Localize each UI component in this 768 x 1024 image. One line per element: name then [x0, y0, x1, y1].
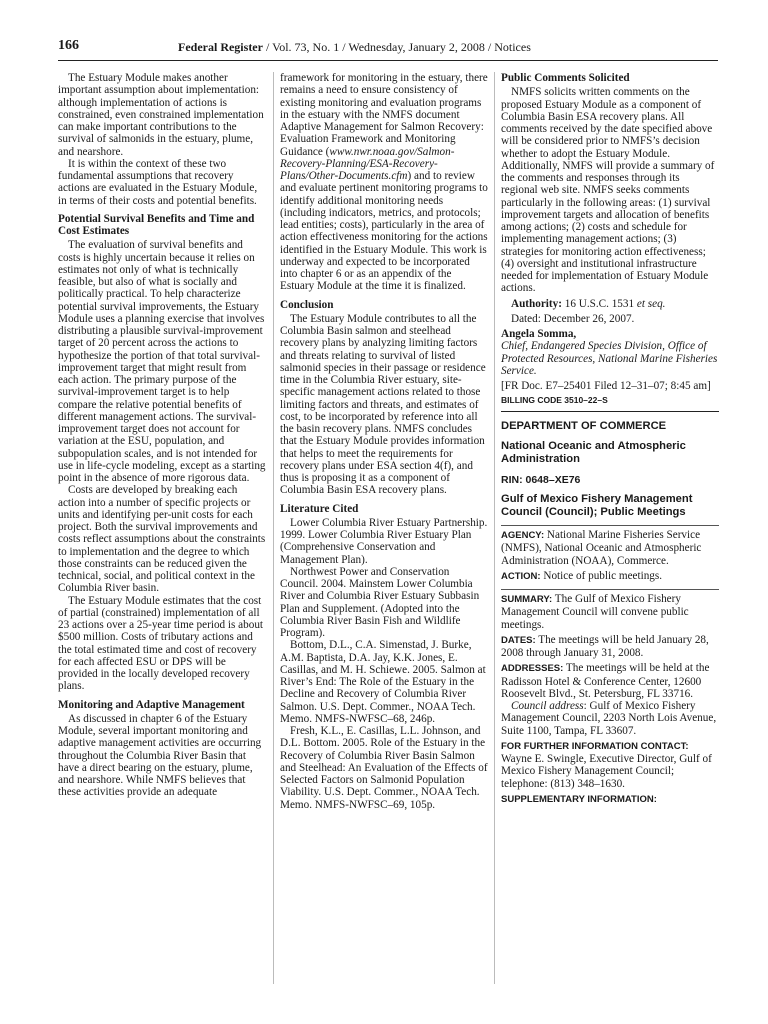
reference-item: Fresh, K.L., E. Casillas, L.L. Johnson, and D.L. Bottom. 2005. Role of the Estuary in the Recovery of Columbia River Basin Salmon and Steelhead: An Evaluation of the Effects of Selected Factors on Salmonid Population Viability. U.S. Dept. Commer., NOAA Tech. Memo. NMFS-NWFSC–69, 105p. [280, 725, 488, 811]
council-address-block [501, 700, 719, 737]
section-divider [501, 411, 719, 412]
section-heading: Public Comments Solicited [501, 72, 630, 84]
addresses-text: The meetings will be held at the Radisson Hotel & Conference Center, 12600 Roosevelt Blvd., St. Petersburg, FL 33716. [501, 662, 710, 700]
paragraph: It is within the context of these two fundamental assumptions that recovery actions are evaluated in the Estuary Module, in terms of their costs and potential benefits. [58, 157, 258, 207]
page-header [58, 38, 718, 58]
column-3 [501, 72, 719, 806]
paragraph: As discussed in chapter 6 of the Estuary Module, several important monitoring and adaptive management activities are occurring throughout the Columbia River Basin that have a direct bearing on the estuary, plume, and nearshore. While NMFS believes that these activities provide an adequate [58, 712, 262, 799]
supplementary-block [501, 793, 719, 806]
council-address-text: : Gulf of Mexico Fishery Management Council, 2203 North Lois Avenue, Suite 1100, Tampa, FL 33607. [501, 700, 717, 737]
agency-text: National Marine Fisheries Service (NMFS), National Oceanic and Atmospheric Administration (NOAA), Commerce. [501, 529, 702, 567]
column-divider [494, 72, 495, 984]
paragraph: The Estuary Module makes another important assumption about implementation: although implementation of actions is constrained, even constrained implementation can make important contributions to the survival of salmonids in the estuary, plume, and nearshore. [58, 72, 264, 158]
authority-line [501, 298, 719, 310]
text-run: framework for monitoring in the estuary, there remains a need to ensure consistency of existing monitoring and evaluation programs in the estuary with the NMFS document Adaptive Management for Salmon Recovery: Evaluation Framework and Monitoring Guidance ( [280, 72, 488, 158]
signer-title [501, 340, 719, 377]
reference-item: Northwest Power and Conservation Council. 2004. Mainstem Lower Columbia River and Columbia River Estuary Subbasin Plan and Supplement. (Adopted into the Columbia River Basin Fish and Wildlife Program). [280, 565, 480, 639]
agency-heading: National Oceanic and Atmospheric Administration [501, 439, 686, 465]
dates-block [501, 634, 719, 660]
summary-block [501, 593, 719, 631]
block-divider [501, 589, 719, 590]
dates-text: The meetings will be held January 28, 2008 through January 31, 2008. [501, 633, 709, 659]
column-2 [280, 72, 488, 811]
paragraph: The Estuary Module contributes to all the Columbia Basin salmon and steelhead recovery plans by analyzing limiting factors and threats relating to survival of listed salmonid species in their passage or residence time in the Columbia River estuary, site-specific management actions related to those limiting factors and threats, and estimates of cost, to be incorporated by reference into all the basin recovery plans. NMFS concludes that the Estuary Module provides information that helps to meet the requirements for recovery plans under ESA section 4(f), and thus is proposing it as a component of Columbia Basin ESA recovery plans. [280, 312, 486, 497]
rin-number: RIN: 0648–XE76 [501, 473, 581, 486]
header-rule [58, 60, 718, 61]
action-block [501, 570, 719, 583]
authority-text: 16 U.S.C. 1531 [561, 297, 637, 310]
issue-info: / Vol. 73, No. 1 / Wednesday, January 2, 2008 / Notices [262, 40, 531, 54]
column-divider [273, 72, 274, 984]
section-heading: Monitoring and Adaptive Management [58, 698, 245, 711]
addresses-block [501, 662, 719, 700]
running-head [178, 40, 531, 55]
contact-block [501, 740, 719, 790]
action-text: Notice of public meetings. [540, 569, 663, 582]
action-label: ACTION: [501, 570, 541, 582]
document-title: Gulf of Mexico Fishery Management Council (Council); Public Meetings [501, 493, 693, 518]
reference-item: Bottom, D.L., C.A. Simenstad, J. Burke, A.M. Baptista, D.A. Jay, K.K. Jones, E. Casillas, and M. H. Schiewe. 2005. Salmon at River’s End: The Role of the Estuary in the Decline and Recovery of Columbia River Salmon. U.S. Dept. Commer., NOAA Tech. Memo. NMFS-NWFSC–68, 246p. [280, 639, 486, 725]
title-divider [501, 525, 719, 526]
authority-etseq: et seq. [636, 297, 666, 310]
agency-block [501, 529, 719, 567]
fr-doc-line: [FR Doc. E7–25401 Filed 12–31–07; 8:45 am] [501, 380, 711, 392]
contact-label: FOR FURTHER INFORMATION CONTACT: [501, 740, 689, 752]
summary-label: SUMMARY: [501, 594, 553, 605]
section-heading: Conclusion [280, 298, 334, 311]
contact-text: Wayne E. Swingle, Executive Director, Gulf of Mexico Fishery Management Council; telephone: (813) 348–1630. [501, 753, 712, 790]
dated-line: Dated: December 26, 2007. [511, 312, 635, 325]
billing-code: BILLING CODE 3510–22–S [501, 395, 608, 406]
reference-item: Lower Columbia River Estuary Partnership. 1999. Lower Columbia River Estuary Plan (Comprehensive Conservation and Management Plan). [280, 516, 488, 566]
paragraph: The Estuary Module estimates that the cost of partial (constrained) implementation of all 23 actions over a 25-year time period is about $500 million. Costs of tributary actions and the total estimated time and cost of recovery for each affected ESU or DPS will be provided in the locally developed recovery plans. [58, 594, 264, 693]
department-heading: DEPARTMENT OF COMMERCE [501, 419, 667, 432]
dates-label: DATES: [501, 634, 536, 646]
paragraph: The evaluation of survival benefits and costs is highly uncertain because it relies on estimates not only of what is technically feasible, but also of what is socially and politically practical. To help characterize potential survival improvements, the Estuary Module uses a planning exercise that involves distributing a plausible survival-improvement target of 20 percent across the actions to hypothesize the portion of that total survival-improvement target that might result from each action. The primary purpose of the survival-improvement target is to help compare the relative potential benefits of different management actions. The survival-improvement target does not account for variation at the ESU, population, and subpopulation scales, and is not intended for use in life-cycle modeling, except as a starting point in the absence of more rigorous data. [58, 239, 266, 484]
journal-name: Federal Register [178, 40, 263, 54]
agency-label: AGENCY: [501, 530, 545, 541]
text-run: ) and to review and evaluate pertinent monitoring programs to identify additional monitoring needs (including indicators, metrics, and protocols; lead entities; costs), particularly in the area of action effectiveness monitoring for the actions identified in the Estuary Module. This work is underway and expected to be incorporated into chapter 6 or as an appendix of the Estuary Module at the time it is finalized. [280, 170, 488, 293]
authority-label: Authority: [511, 297, 562, 310]
addresses-label: ADDRESSES: [501, 663, 564, 675]
paragraph [280, 72, 488, 293]
signer-title-text: Chief, Endangered Species Division, Office of Protected Resources, National Marine Fisheries Service. [501, 340, 718, 377]
supplementary-label: SUPPLEMENTARY INFORMATION: [501, 793, 657, 805]
paragraph: NMFS solicits written comments on the proposed Estuary Module as a component of Columbia Basin ESA recovery plans. All comments received by the date specified above will be considered prior to NMFS’s decision whether to adopt the Estuary Module. Additionally, NMFS will provide a summary of the comments and responses through its regional web site. NMFS seeks comments particularly in the following areas: (1) survival improvement targets and allocation of benefits among actions; (2) costs and schedule for implementing management actions; (3) strategies for monitoring action effectiveness; (4) oversight and institutional infrastructure needed for implementation of Estuary Module actions. [501, 86, 715, 295]
column-1 [58, 72, 266, 799]
council-address-label: Council address [511, 700, 584, 712]
section-heading: Potential Survival Benefits and Time and Cost Estimates [58, 212, 255, 237]
page-number: 166 [58, 38, 79, 53]
section-heading: Literature Cited [280, 502, 359, 515]
signer-name: Angela Somma, [501, 328, 577, 340]
summary-text: The Gulf of Mexico Fishery Management Council will convene public meetings. [501, 593, 689, 631]
url-link[interactable]: www.nwr.noaa.gov/Salmon-Recovery-Planning/ESA-Recovery-Plans/Other-Documents.cfm [280, 145, 455, 182]
paragraph: Costs are developed by breaking each action into a number of specific projects or units and identifying per-unit costs for each project. Both the survival improvements and costs reflect assumptions about the constraints to implementation and the degree to which those constraints can be reduced given the technical, social, and political context in the Columbia River basin. [58, 484, 266, 595]
